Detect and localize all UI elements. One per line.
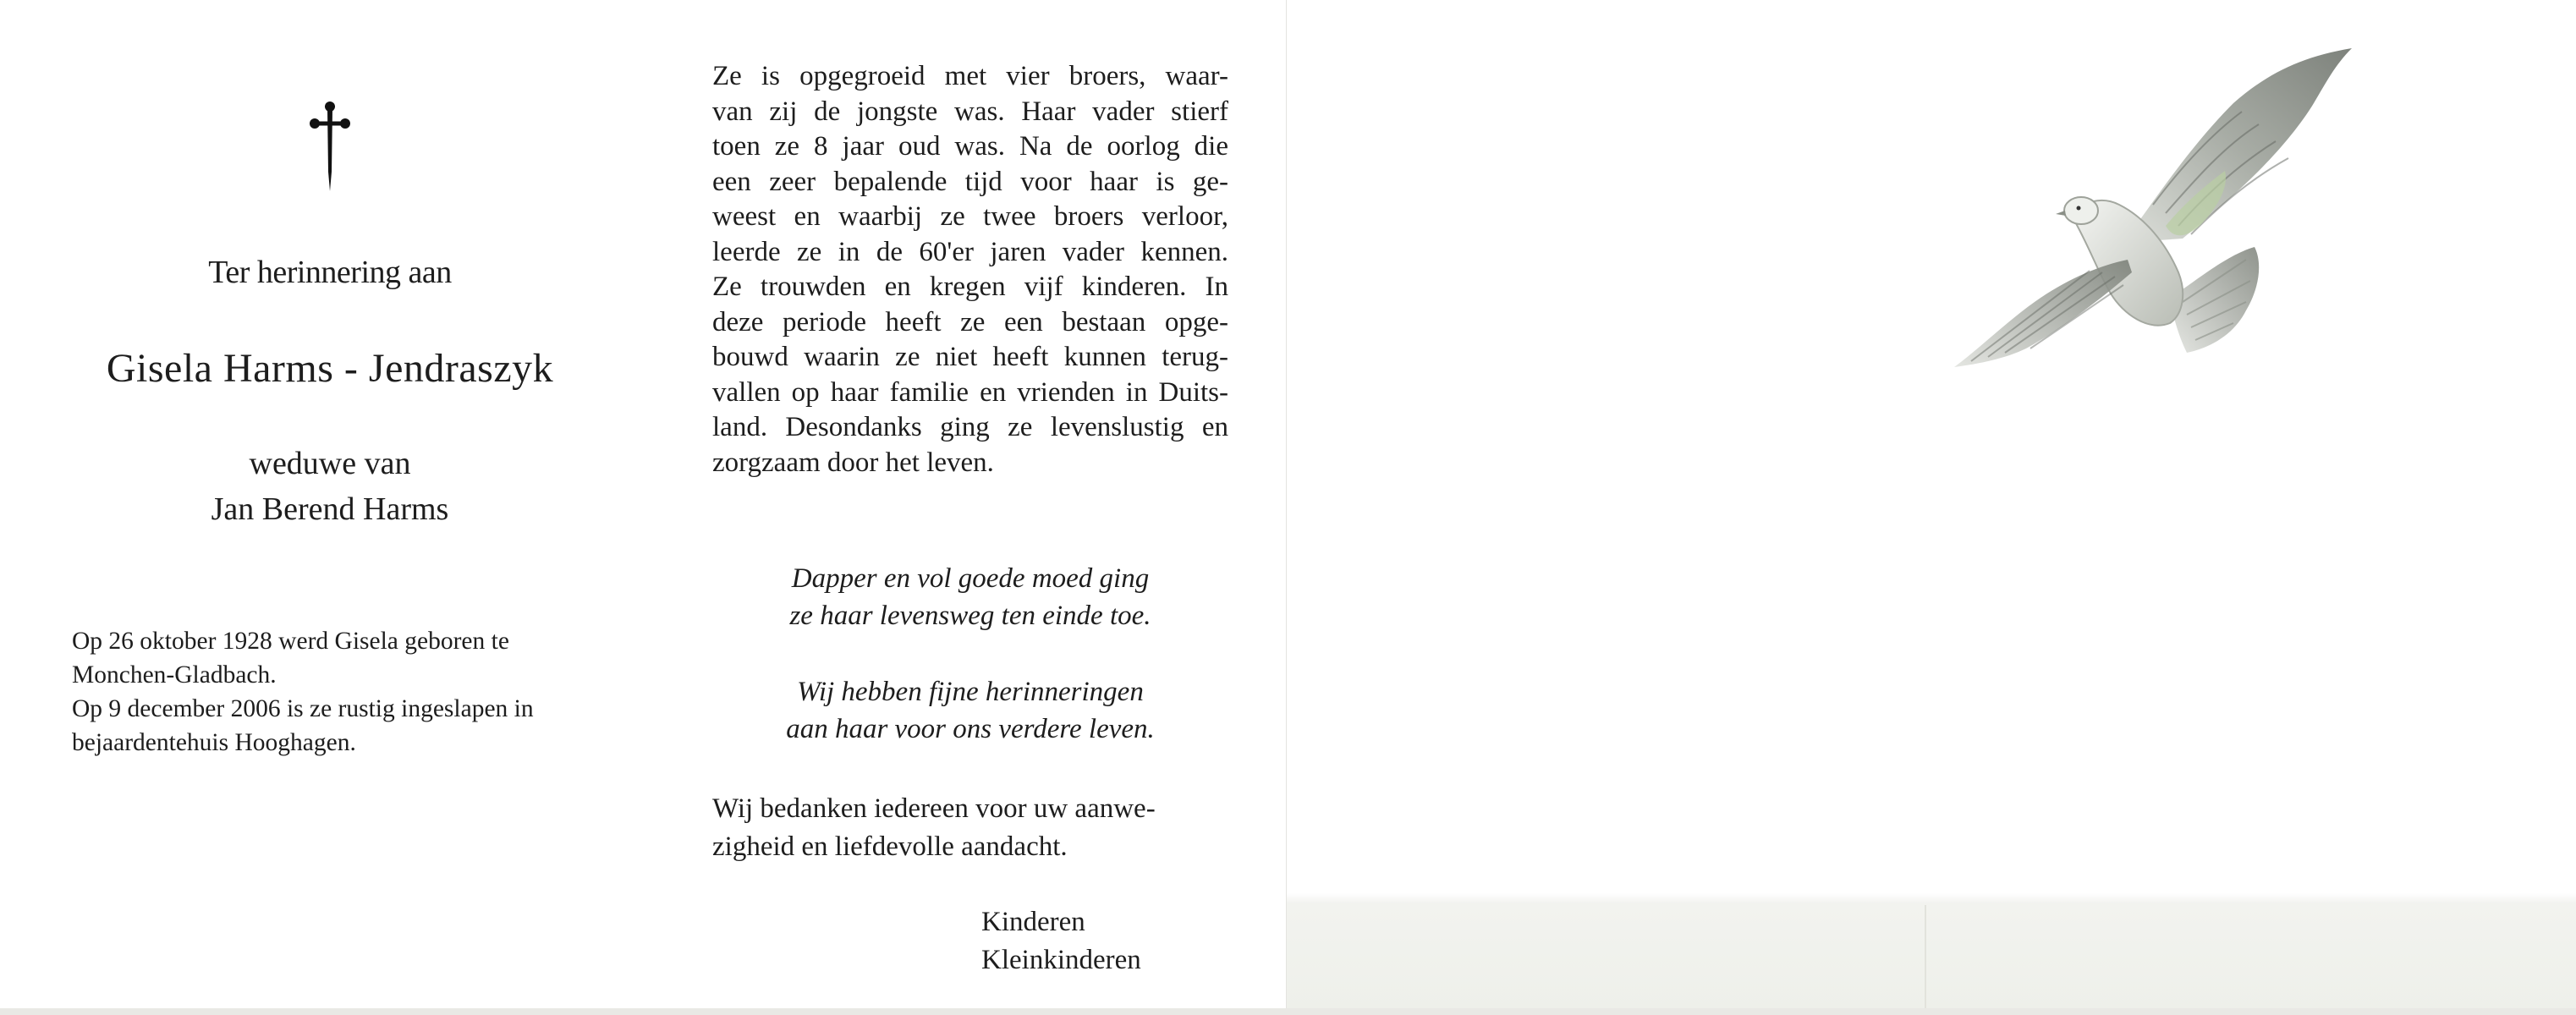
bio-line: Op 26 oktober 1928 werd Gisela geboren te bbox=[72, 628, 509, 655]
verse-two bbox=[712, 673, 1228, 748]
story-line: Ze trouwden en kregen vijf kinderen. In bbox=[712, 272, 1228, 302]
story-line: weest en waarbij ze twee broers verloor, bbox=[712, 201, 1228, 232]
cover-page bbox=[1287, 0, 2576, 1015]
thank-you-note bbox=[712, 790, 1228, 866]
remembrance-heading: Ter herinnering aan bbox=[208, 255, 452, 290]
fold-line bbox=[1925, 905, 1926, 1015]
spouse-name: Jan Berend Harms bbox=[211, 491, 449, 527]
bio-line: bejaardentehuis Hooghagen. bbox=[72, 729, 356, 756]
bio-line: Op 9 december 2006 is ze rustig ingeslapen in bbox=[72, 695, 534, 722]
verse-line: ze haar levensweg ten einde toe. bbox=[789, 601, 1151, 631]
signature-block bbox=[981, 903, 1141, 979]
verse-line: aan haar voor ons verdere leven. bbox=[786, 714, 1155, 744]
verse-line: Wij hebben fijne herinneringen bbox=[797, 677, 1144, 707]
thanks-line: Wij bedanken iedereen voor uw aanwe- bbox=[712, 793, 1156, 824]
signature-line: Kleinkinderen bbox=[981, 945, 1141, 975]
deceased-name: Gisela Harms - Jendraszyk bbox=[106, 346, 554, 391]
dove-illustration bbox=[1954, 44, 2360, 391]
signature-line: Kinderen bbox=[981, 907, 1085, 937]
story-line: land. Desondanks ging ze levenslustig en bbox=[712, 412, 1228, 442]
story-line: deze periode heeft ze een bestaan opge- bbox=[712, 306, 1228, 337]
story-line: van zij de jongste was. Haar vader stierf bbox=[712, 96, 1228, 127]
story-line: bouwd waarin ze niet heeft kunnen terug- bbox=[712, 342, 1228, 372]
verse-line: Dapper en vol goede moed ging bbox=[791, 563, 1150, 594]
story-line: leerde ze in de 60'er jaren vader kennen. bbox=[712, 236, 1228, 267]
story-line: toen ze 8 jaar oud was. Na de oorlog die bbox=[712, 131, 1228, 162]
story-line: een zeer bepalende tijd voor haar is ge- bbox=[712, 166, 1228, 197]
story-line: zorgzaam door het leven. bbox=[712, 447, 994, 478]
inner-spread bbox=[0, 0, 1287, 1015]
story-line: vallen op haar familie en vrienden in Duits- bbox=[712, 376, 1228, 408]
widow-of-label: weduwe van bbox=[249, 446, 411, 481]
story-line: Ze is opgegroeid met vier broers, waar- bbox=[712, 61, 1228, 91]
biography bbox=[72, 624, 613, 760]
thanks-line: zigheid en liefdevolle aandacht. bbox=[712, 831, 1068, 862]
cross-icon bbox=[305, 100, 355, 193]
verse-one bbox=[712, 560, 1228, 634]
card-bottom-edge bbox=[0, 1008, 2576, 1015]
life-story bbox=[712, 59, 1228, 480]
bio-line: Monchen-Gladbach. bbox=[72, 661, 277, 689]
